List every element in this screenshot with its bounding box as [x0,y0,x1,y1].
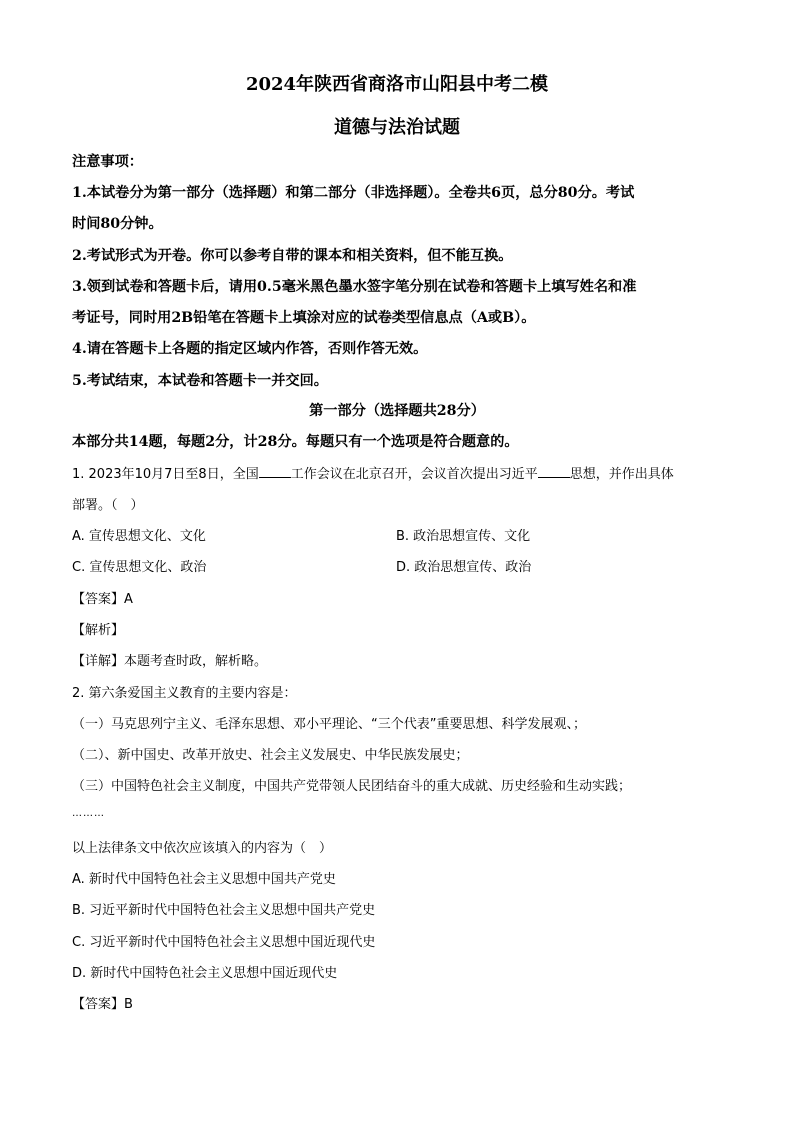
notes-heading: 注意事项： [72,154,143,170]
question-2-option-d: D. 新时代中国特色社会主义思想中国近现代史 [72,966,338,981]
notes-item-3-line-2: 考证号，同时用2B铅笔在答题卡上填涂对应的试卷类型信息点（A或B）。 [72,310,536,326]
question-1-blank-1 [259,465,291,478]
notes-item-4: 4.请在答题卡上各题的指定区域内作答，否则作答无效。 [72,341,428,357]
question-1-analysis: 【解析】 [72,623,125,638]
exam-subtitle: 道德与法治试题 [334,117,460,138]
question-2-option-c: C. 习近平新时代中国特色社会主义思想中国近现代史 [72,935,376,950]
question-1-option-a: A. 宣传思想文化、文化 [72,529,206,544]
question-2-clause-1: （一）马克思列宁主义、毛泽东思想、邓小平理论、“三个代表”重要思想、科学发展观、； [72,717,586,732]
question-1-answer: 【答案】A [72,592,133,607]
question-1-stem-part-a: 1. 2023年10月7日至8日，全国 [72,467,259,482]
notes-item-1-line-2: 时间80分钟。 [72,216,163,232]
question-1-option-b: B. 政治思想宣传、文化 [396,529,531,544]
question-1-blank-2 [538,465,570,478]
question-2-stem: 2. 第六条爱国主义教育的主要内容是： [72,686,297,701]
question-1-detail: 【详解】本题考查时政，解析略。 [72,654,268,669]
notes-item-5: 5.考试结束，本试卷和答题卡一并交回。 [72,373,328,389]
notes-item-2: 2.考试形式为开卷。你可以参考自带的课本和相关资料，但不能互换。 [72,248,513,264]
question-2-option-b: B. 习近平新时代中国特色社会主义思想中国共产党史 [72,903,376,918]
question-2-answer: 【答案】B [72,997,133,1012]
question-2-clause-3: （三）中国特色社会主义制度，中国共产党带领人民团结奋斗的重大成就、历史经验和生动实践； [72,779,632,794]
question-1-option-c: C. 宣传思想文化、政治 [72,560,207,575]
part1-heading: 第一部分（选择题共28分） [309,403,485,419]
part1-instructions: 本部分共14题，每题2分，计28分。每题只有一个选项是符合题意的。 [72,434,519,450]
notes-item-3-line-1: 3.领到试卷和答题卡后，请用0.5毫米黑色墨水签字笔分别在试卷和答题卡上填写姓名和准 [72,279,637,295]
question-1-stem-line-2: 部署。（ ） [72,498,144,513]
exam-title: 2024年陕西省商洛市山阳县中考二模 [245,74,549,95]
question-2-clause-2: （二）、新中国史、改革开放史、社会主义发展史、中华民族发展史； [72,748,469,763]
question-1-option-d: D. 政治思想宣传、政治 [396,560,532,575]
question-2-prompt: 以上法律条文中依次应该填入的内容为（ ） [72,841,333,856]
notes-item-1-line-1: 1.本试卷分为第一部分（选择题）和第二部分（非选择题）。全卷共6页，总分80分。考试 [72,185,635,201]
question-1-stem-part-b: 工作会议在北京召开，会议首次提出习近平 [290,467,538,482]
question-2-option-a: A. 新时代中国特色社会主义思想中国共产党史 [72,872,336,887]
question-1-stem [72,463,674,482]
question-1-stem-part-c: 思想，并作出具体 [569,467,674,482]
question-2-ellipsis: ……… [72,808,105,819]
